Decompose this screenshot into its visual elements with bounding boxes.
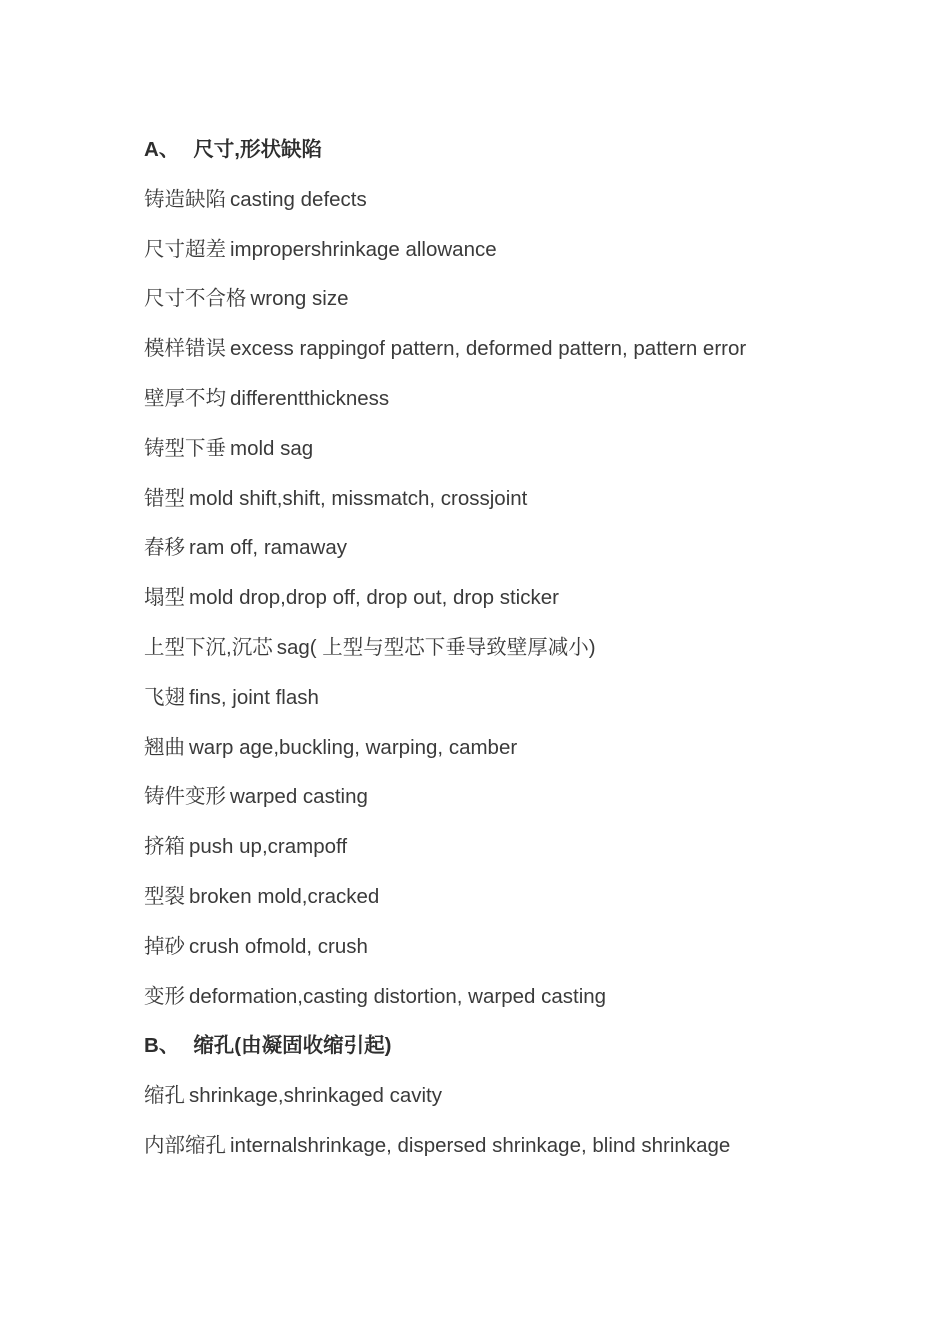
- term-chinese: 塌型: [144, 586, 185, 610]
- term-chinese: 铸件变形: [144, 785, 226, 809]
- term-english: ram off, ramaway: [189, 536, 347, 560]
- term-chinese: 铸型下垂: [144, 436, 226, 460]
- term-chinese: 舂移: [144, 536, 185, 560]
- term-row: [144, 879, 904, 929]
- term-english: fins, joint flash: [189, 685, 319, 709]
- term-row: [144, 481, 904, 531]
- term-row: [144, 680, 904, 730]
- section-title: 缩孔(由凝固收缩引起): [193, 1034, 392, 1058]
- section-title: 尺寸,形状缺陷: [193, 138, 323, 161]
- term-english: shrinkage,shrinkaged cavity: [189, 1084, 442, 1108]
- term-row: [144, 630, 904, 680]
- term-row: [144, 530, 904, 580]
- term-english: push up,crampoff: [189, 835, 348, 859]
- term-english: deformation,casting distortion, warped casting: [189, 984, 607, 1008]
- term-chinese: 错型: [144, 486, 185, 510]
- term-row: [144, 1128, 904, 1178]
- term-row: [144, 829, 904, 879]
- term-row: [144, 929, 904, 979]
- section-label: B: [144, 1034, 159, 1058]
- term-english: mold shift,shift, missmatch, crossjoint: [189, 486, 528, 510]
- term-row: [144, 779, 904, 829]
- term-english: sag( 上型与型芯下垂导致壁厚减小): [276, 635, 596, 659]
- term-english: warped casting: [230, 785, 368, 809]
- term-chinese: 变形: [144, 984, 185, 1008]
- section-separator: 、: [158, 138, 180, 161]
- term-english: mold drop,drop off, drop out, drop sticker: [189, 586, 559, 610]
- term-chinese: 型裂: [144, 884, 185, 908]
- term-row: [144, 182, 904, 232]
- term-english: warp age,buckling, warping, camber: [189, 735, 518, 759]
- section-separator: 、: [158, 1034, 180, 1058]
- term-chinese: 尺寸不合格: [144, 287, 247, 311]
- term-row: [144, 580, 904, 630]
- term-chinese: 尺寸超差: [144, 237, 226, 261]
- term-row: [144, 381, 904, 431]
- term-row: [144, 331, 904, 381]
- section-heading-a: [144, 132, 904, 182]
- term-english: mold sag: [230, 436, 314, 460]
- term-chinese: 内部缩孔: [144, 1133, 226, 1157]
- term-row: [144, 232, 904, 282]
- term-row: [144, 730, 904, 780]
- term-english: differentthickness: [230, 386, 390, 410]
- term-english: excess rappingof pattern, deformed pattern, pattern error: [230, 337, 747, 361]
- term-english: wrong size: [250, 287, 349, 311]
- term-chinese: 上型下沉,沉芯: [144, 635, 273, 659]
- term-row: [144, 281, 904, 331]
- term-english: crush ofmold, crush: [189, 934, 368, 958]
- term-chinese: 铸造缺陷: [144, 187, 226, 211]
- term-english: internalshrinkage, dispersed shrinkage, blind shrinkage: [230, 1133, 731, 1157]
- section-heading-b: [144, 1028, 904, 1078]
- term-row: [144, 431, 904, 481]
- term-english: impropershrinkage allowance: [230, 237, 497, 261]
- term-row: [144, 979, 904, 1029]
- term-chinese: 飞翅: [144, 685, 185, 709]
- term-row: [144, 1078, 904, 1128]
- term-chinese: 缩孔: [144, 1084, 185, 1108]
- term-english: casting defects: [230, 187, 367, 211]
- term-chinese: 掉砂: [144, 934, 185, 958]
- term-chinese: 模样错误: [144, 337, 226, 361]
- term-chinese: 翘曲: [144, 735, 185, 759]
- term-english: broken mold,cracked: [189, 884, 380, 908]
- section-label: A: [144, 138, 159, 161]
- term-chinese: 壁厚不均: [144, 386, 226, 410]
- term-chinese: 挤箱: [144, 835, 185, 859]
- document-body: [144, 132, 904, 1178]
